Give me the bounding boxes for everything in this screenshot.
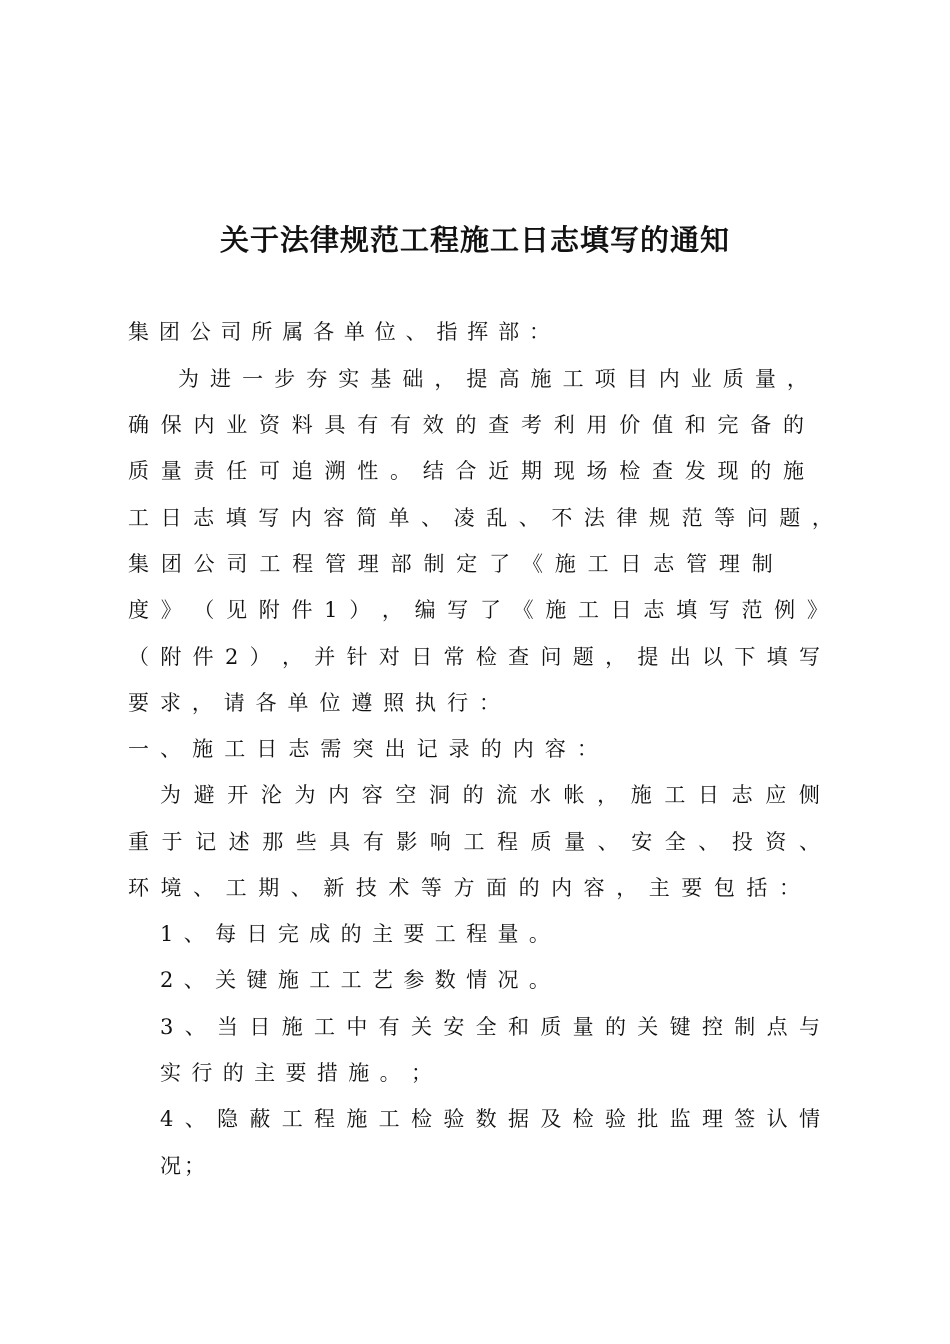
document-line: 1 、 每 日 完 成 的 主 要 工 程 量 。 bbox=[160, 922, 550, 946]
document-line: 一 、 施 工 日 志 需 突 出 记 录 的 内 容 ： bbox=[128, 737, 598, 761]
document-line: 实 行 的 主 要 措 施 。 ； bbox=[160, 1061, 432, 1085]
document-line: 环 境 、 工 期 、 新 技 术 等 方 面 的 内 容 ， 主 要 包 括 ： bbox=[128, 876, 800, 900]
document-line: 况 ； bbox=[160, 1154, 205, 1178]
document-line: 4 、 隐 蔽 工 程 施 工 检 验 数 据 及 检 验 批 监 理 签 认 情 bbox=[160, 1107, 820, 1131]
document-line: 3 、 当 日 施 工 中 有 关 安 全 和 质 量 的 关 键 控 制 点 与 bbox=[160, 1015, 820, 1039]
document-line: 2 、 关 键 施 工 工 艺 参 数 情 况 。 bbox=[160, 968, 550, 992]
document-line: 集 团 公 司 所 属 各 单 位 、 指 挥 部 ： bbox=[128, 320, 550, 344]
document-line: 为 进 一 步 夯 实 基 础 ， 提 高 施 工 项 目 内 业 质 量 ， bbox=[178, 367, 808, 391]
document-line: 质 量 责 任 可 追 溯 性 。 结 合 近 期 现 场 检 查 发 现 的 施 bbox=[128, 459, 804, 483]
document-line: （ 附 件 2 ） ， 并 针 对 日 常 检 查 问 题 ， 提 出 以 下 填 写 bbox=[128, 645, 820, 669]
document-line: 度 》 （ 见 附 件 1 ） ， 编 写 了 《 施 工 日 志 填 写 范 例 》 bbox=[128, 598, 828, 622]
document-line: 确 保 内 业 资 料 具 有 有 效 的 查 考 利 用 价 值 和 完 备 的 bbox=[128, 413, 804, 437]
document-line: 为 避 开 沦 为 内 容 空 洞 的 流 水 帐 ， 施 工 日 志 应 侧 bbox=[160, 783, 820, 807]
document-line: 集 团 公 司 工 程 管 理 部 制 定 了 《 施 工 日 志 管 理 制 bbox=[128, 552, 773, 576]
document-title: 关于法律规范工程施工日志填写的通知 bbox=[219, 223, 730, 257]
document-line: 工 日 志 填 写 内 容 简 单 、 凌 乱 、 不 法 律 规 范 等 问 题 ， bbox=[128, 506, 833, 530]
document-line: 要 求 ， 请 各 单 位 遵 照 执 行 ： bbox=[128, 691, 500, 715]
document-line: 重 于 记 述 那 些 具 有 影 响 工 程 质 量 、 安 全 、 投 资 、 bbox=[128, 830, 820, 854]
